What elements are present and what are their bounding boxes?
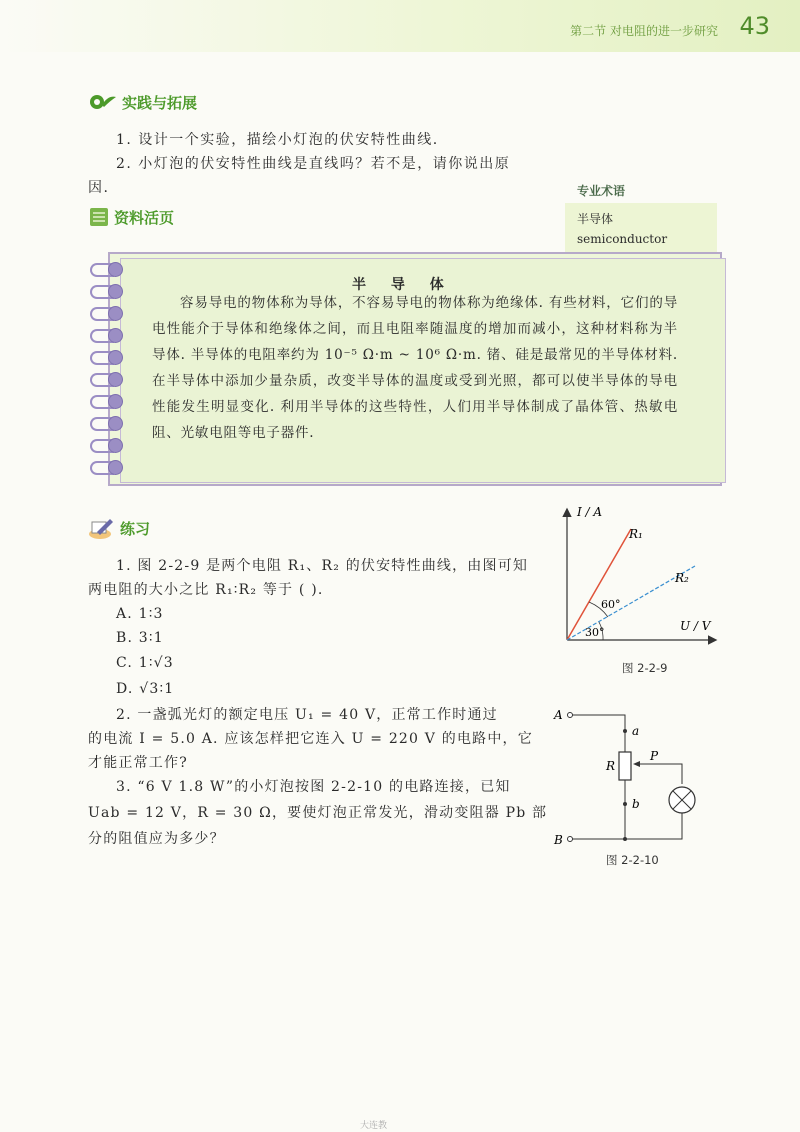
q2-line2: 的电流 I = 5.0 A. 应该怎样把它连入 U = 220 V 的电路中，它 <box>88 731 533 747</box>
page-number: 43 <box>739 12 770 40</box>
ring-hole <box>108 460 123 475</box>
practice-heading <box>88 92 197 113</box>
figure-2-2-10 <box>550 700 720 850</box>
glossary-title: 专业术语 <box>577 184 626 198</box>
node-b <box>623 802 627 806</box>
q2-line1: 2. 一盏弧光灯的额定电压 U₁ = 40 V，正常工作时通过 <box>116 707 498 723</box>
slider-label: P <box>650 749 659 763</box>
practice-item-1: 1. 设计一个实验，描绘小灯泡的伏安特性曲线. <box>116 132 439 148</box>
y-axis-label: I / A <box>577 505 603 519</box>
resistor-r <box>619 752 631 780</box>
figure-2-2-10-caption: 图 2-2-10 <box>606 853 659 867</box>
q1-option-b: B. 3∶1 <box>116 630 164 646</box>
semiconductor-title: 半 导 体 <box>352 277 454 293</box>
book-icon <box>88 206 110 228</box>
q1-line2: 两电阻的大小之比 R₁∶R₂ 等于 ( ). <box>88 582 324 598</box>
r1-line <box>567 529 631 640</box>
r2-label: R₂ <box>675 571 689 585</box>
section-title: 第二节 对电阻的进一步研究 <box>570 24 718 38</box>
ring-hole <box>108 394 123 409</box>
glossary-term-cn: 半导体 <box>577 212 614 226</box>
ring-hole <box>108 262 123 277</box>
node-a <box>623 729 627 733</box>
glossary-box <box>565 182 717 255</box>
r1-label: R₁ <box>629 527 643 541</box>
ring-hole <box>108 438 123 453</box>
semiconductor-body: 容易导电的物体称为导体，不容易导电的物体称为绝缘体. 有些材料，它们的导电性能介于导体和绝缘体之间，而且电阻率随温度的增加而减小，这种材料称为半导体. 半导体的电阻率约为 10⁻⁵ Ω·m ~ 10⁶ Ω·m. 锗、硅是最常见的半导体材料. 在半导体中添加少量杂质，改变半导体的温度或受到光照，都可以使半导体的导电性能发生明显变化. 利用半导体的这些特性，人们用半导体制成了晶体管、热敏电阻、光敏电阻等电子器件. <box>152 295 678 441</box>
angle-60-label: 60° <box>601 598 621 611</box>
wire-bottom <box>573 780 626 839</box>
terminal-a-label: A <box>554 708 563 722</box>
exercise-heading-text: 练习 <box>120 519 151 538</box>
node-b-label: b <box>632 797 640 811</box>
practice-heading-text: 实践与拓展 <box>122 94 198 112</box>
info-heading-text: 资料活页 <box>114 208 175 227</box>
ring-hole <box>108 350 123 365</box>
figure-2-2-9 <box>555 500 730 650</box>
info-heading <box>88 206 174 228</box>
sprout-icon <box>88 93 118 113</box>
slider-arrow <box>633 761 640 767</box>
q1-option-d: D. √3∶1 <box>116 681 175 697</box>
ring-hole <box>108 416 123 431</box>
angle-30-label: 30° <box>585 626 605 639</box>
q1-line1: 1. 图 2-2-9 是两个电阻 R₁、R₂ 的伏安特性曲线，由图可知 <box>116 558 529 574</box>
q3-line3: 分的阻值应为多少？ <box>88 831 225 847</box>
q3-line2: Uab = 12 V，R = 30 Ω，要使灯泡正常发光，滑动变阻器 Pb 部 <box>88 805 548 821</box>
ring-hole <box>108 306 123 321</box>
glossary-term-en: semiconductor <box>577 232 668 246</box>
ring-hole <box>108 328 123 343</box>
x-axis-label: U / V <box>680 619 711 633</box>
wire-lamp-bottom <box>625 813 682 839</box>
figure-2-2-9-caption: 图 2-2-9 <box>622 661 668 675</box>
practice-item-2-cont: 因. <box>88 180 110 196</box>
terminal-b <box>568 837 573 842</box>
wire-slider <box>635 764 682 784</box>
footer-mark: 大连教 <box>360 1121 388 1131</box>
terminal-a <box>568 713 573 718</box>
q2-line3: 才能正常工作? <box>88 755 188 771</box>
resistor-label: R <box>606 759 616 773</box>
wire-top <box>573 715 626 752</box>
practice-item-2: 2. 小灯泡的伏安特性曲线是直线吗？若不是，请你说出原 <box>116 156 511 172</box>
q1-option-c: C. 1∶√3 <box>116 655 174 671</box>
ring-hole <box>108 284 123 299</box>
terminal-b-label: B <box>554 833 563 847</box>
exercise-heading <box>88 516 150 540</box>
q1-option-a: A. 1∶3 <box>116 606 164 622</box>
ring-hole <box>108 372 123 387</box>
node-a-label: a <box>632 724 640 738</box>
pencil-icon <box>88 516 116 540</box>
q3-line1: 3. “6 V 1.8 W”的小灯泡按图 2-2-10 的电路连接，已知 <box>116 779 511 795</box>
